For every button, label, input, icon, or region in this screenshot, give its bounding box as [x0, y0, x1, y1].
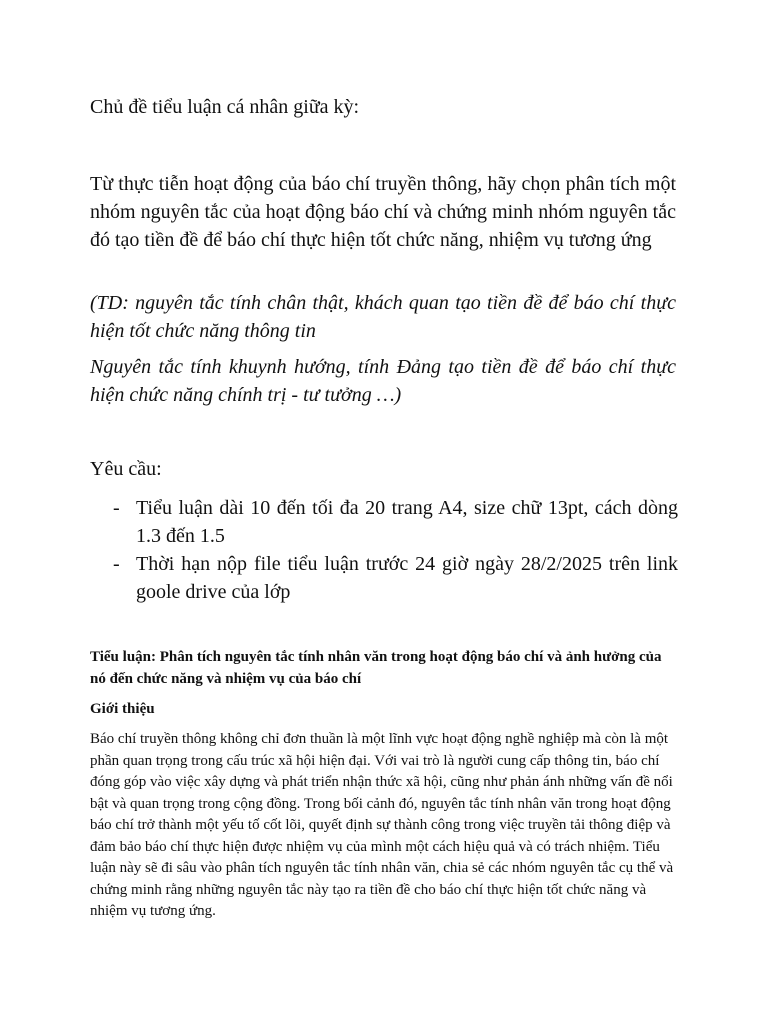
- topic-title: Chủ đề tiểu luận cá nhân giữa kỳ:: [90, 96, 360, 118]
- topic-example-2: Nguyên tắc tính khuynh hướng, tính Đảng tạo tiền đề để báo chí thực hiện chức năng chính trị - tư tưởng …): [90, 356, 676, 406]
- topic-prompt: Từ thực tiễn hoạt động của báo chí truyền thông, hãy chọn phân tích một nhóm nguyên tắc của hoạt động báo chí và chứng minh nhóm nguyên tắc đó tạo tiền đề để báo chí thực hiện tốt chức năng, nhiệm vụ tương ứng: [90, 173, 676, 251]
- essay-title: Tiểu luận: Phân tích nguyên tắc tính nhân văn trong hoạt động báo chí và ảnh hưởng của nó đến chức năng và nhiệm vụ của báo chí: [90, 649, 662, 687]
- requirement-item: [90, 494, 678, 550]
- intro-paragraph: Báo chí truyền thông không chỉ đơn thuần là một lĩnh vực hoạt động nghề nghiệp mà còn là một phần quan trọng trong cấu trúc xã hội hiện đại. Với vai trò là người cung cấp thông tin, báo chí đóng góp vào việc xây dựng và phát triển nhận thức xã hội, cũng như phản ánh những vấn đề nổi bật và quan trọng trong cộng đồng. Trong bối cảnh đó, nguyên tắc tính nhân văn trong hoạt động báo chí trở thành một yếu tố cốt lõi, quyết định sự thành công trong việc truyền tải thông điệp và đảm bảo báo chí thực hiện được nhiệm vụ của mình một cách hiệu quả và có trách nhiệm. Tiểu luận này sẽ đi sâu vào phân tích nguyên tắc tính nhân văn, chia sẻ các nhóm nguyên tắc cụ thể và chứng minh rằng những nguyên tắc này tạo ra tiền đề cho báo chí thực hiện tốt chức năng và nhiệm vụ tương ứng.: [90, 731, 674, 919]
- requirements-list: [90, 494, 678, 606]
- list-dash: -: [113, 553, 120, 575]
- requirement-text: Tiểu luận dài 10 đến tối đa 20 trang A4, size chữ 13pt, cách dòng 1.3 đến 1.5: [136, 497, 678, 547]
- topic-example-1: (TD: nguyên tắc tính chân thật, khách quan tạo tiền đề để báo chí thực hiện tốt chức năng thông tin: [90, 292, 676, 342]
- list-dash: -: [113, 497, 120, 519]
- intro-heading: Giới thiệu: [90, 701, 155, 717]
- requirement-text: Thời hạn nộp file tiểu luận trước 24 giờ ngày 28/2/2025 trên link goole drive của lớp: [136, 553, 678, 603]
- requirements-heading: Yêu cầu:: [90, 458, 162, 480]
- requirement-item: [90, 550, 678, 606]
